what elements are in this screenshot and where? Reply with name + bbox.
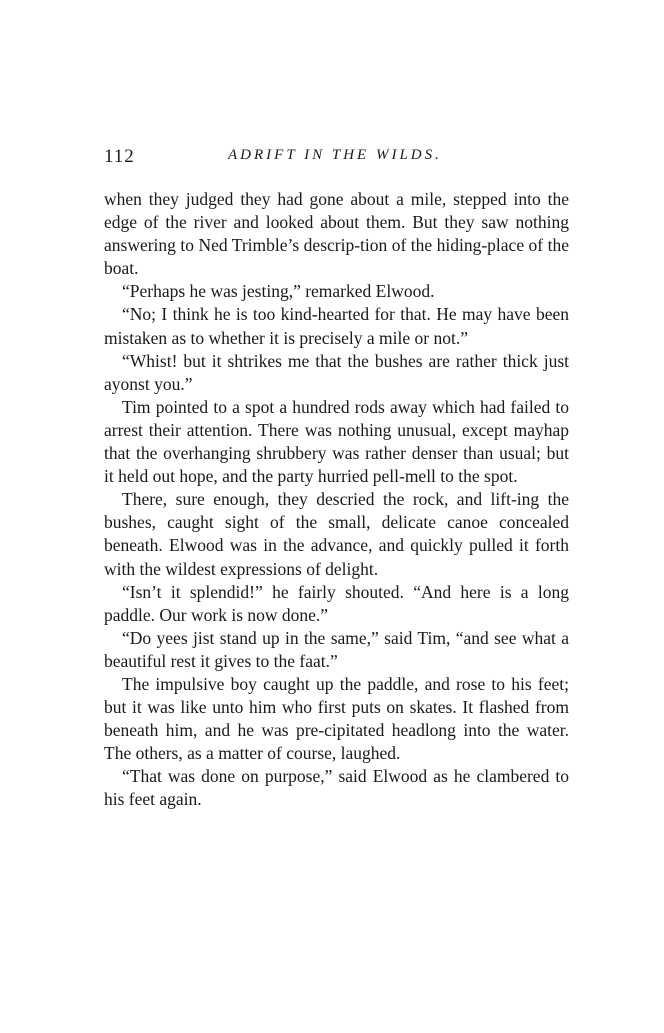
paragraph: Tim pointed to a spot a hundred rods away which had failed to arrest their attention. There was nothing unusual, except mayhap that the overhanging shrubbery was rather denser than usual; but it held out hope, and the party hurried pell-mell to the spot.: [104, 396, 569, 487]
paragraph: There, sure enough, they descried the rock, and lift-ing the bushes, caught sight of the small, delicate canoe concealed beneath. Elwood was in the advance, and quickly pulled it forth with the wildest expressions of delight.: [104, 489, 569, 579]
body-text: [104, 188, 569, 812]
paragraph: “Whist! but it shtrikes me that the bushes are rather thick just ayonst you.”: [104, 350, 569, 394]
running-title: ADRIFT IN THE WILDS.: [228, 147, 442, 163]
paragraph: “Do yees jist stand up in the same,” said Tim, “and see what a beautiful rest it gives to the faat.”: [104, 627, 569, 671]
paragraph: “Perhaps he was jesting,” remarked Elwood.: [122, 281, 435, 302]
paragraph: The impulsive boy caught up the paddle, and rose to his feet; but it was like unto him who first puts on skates. It flashed from beneath him, and he was pre-cipitated headlong into the water. The others, as a matter of course, laughed.: [104, 673, 569, 764]
page-header: [104, 146, 574, 170]
page-number: 112: [104, 146, 135, 167]
paragraph: “Isn’t it splendid!” he fairly shouted. “And here is a long paddle. Our work is now done.”: [104, 581, 569, 625]
paragraph-continuation: when they judged they had gone about a mile, stepped into the edge of the river and looked about them. But they saw nothing answering to Ned Trimble’s descrip-tion of the hiding-place of the boat.: [104, 189, 569, 279]
paragraph: “No; I think he is too kind-hearted for that. He may have been mistaken as to whether it is precisely a mile or not.”: [104, 304, 569, 348]
paragraph: “That was done on purpose,” said Elwood as he clambered to his feet again.: [104, 766, 569, 810]
